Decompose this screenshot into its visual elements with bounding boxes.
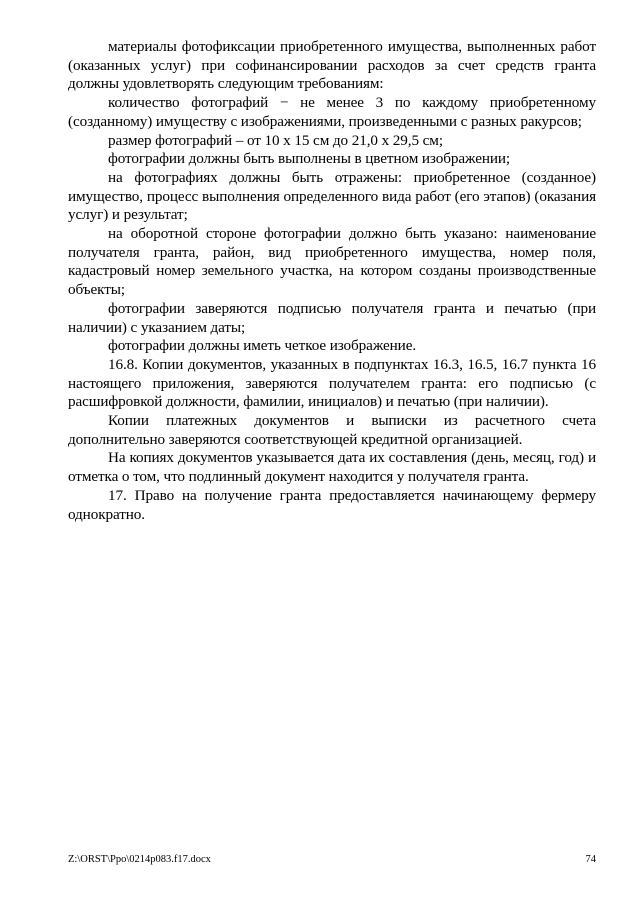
paragraph-17: 17. Право на получение гранта предоставляется начинающему фермеру однократно. [68, 486, 596, 523]
paragraph-photo-size: размер фотографий – от 10 х 15 см до 21,0 х 29,5 см; [108, 131, 443, 149]
paragraph-payment-docs: Копии платежных документов и выписки из расчетного счета дополнительно заверяются соответствующей кредитной организацией. [68, 412, 596, 448]
paragraph-photo-clarity: фотографии должны иметь четкое изображение. [108, 337, 417, 355]
footer-file-path: Z:\ORST\Ppo\0214p083.f17.docx [68, 854, 211, 865]
footer-page-number: 74 [585, 854, 596, 865]
paragraph-photo-count: количество фотографий − не менее 3 по каждому приобретенному (созданному) имуществу с изображениями, произведенными с разных ракурсов; [68, 94, 596, 130]
paragraph-photo-reverse-side: на оборотной стороне фотографии должно быть указано: наименование получателя гранта, район, вид приобретенного имущества, номер поля, кадастровый номер земельного участка, на котором созданы производственные объекты; [68, 225, 596, 299]
paragraph-copy-dates: На копиях документов указывается дата их составления (день, месяц, год) и отметка о том, что подлинный документ находится у получателя гранта. [68, 449, 596, 486]
paragraph-photo-certification: фотографии заверяются подписью получателя гранта и печатью (при наличии) с указанием даты; [68, 299, 596, 336]
document-body [68, 38, 596, 524]
paragraph-photo-color: фотографии должны быть выполнены в цветном изображении; [108, 150, 511, 168]
paragraph-photo-content: на фотографиях должны быть отражены: приобретенное (созданное) имущество, процесс выполнения определенного вида работ (его этапов) (оказания услуг) и результат; [68, 168, 596, 224]
paragraph-photo-requirements-intro: материалы фотофиксации приобретенного имущества, выполненных работ (оказанных услуг) при софинансировании расходов за счет средств гранта должны удовлетворять следующим требованиям: [68, 38, 596, 93]
paragraph-16-8: 16.8. Копии документов, указанных в подпунктах 16.3, 16.5, 16.7 пункта 16 настоящего приложения, заверяются получателем гранта: его подписью (с расшифровкой должности, фамилии, инициалов) и печатью (при наличии). [68, 355, 596, 411]
